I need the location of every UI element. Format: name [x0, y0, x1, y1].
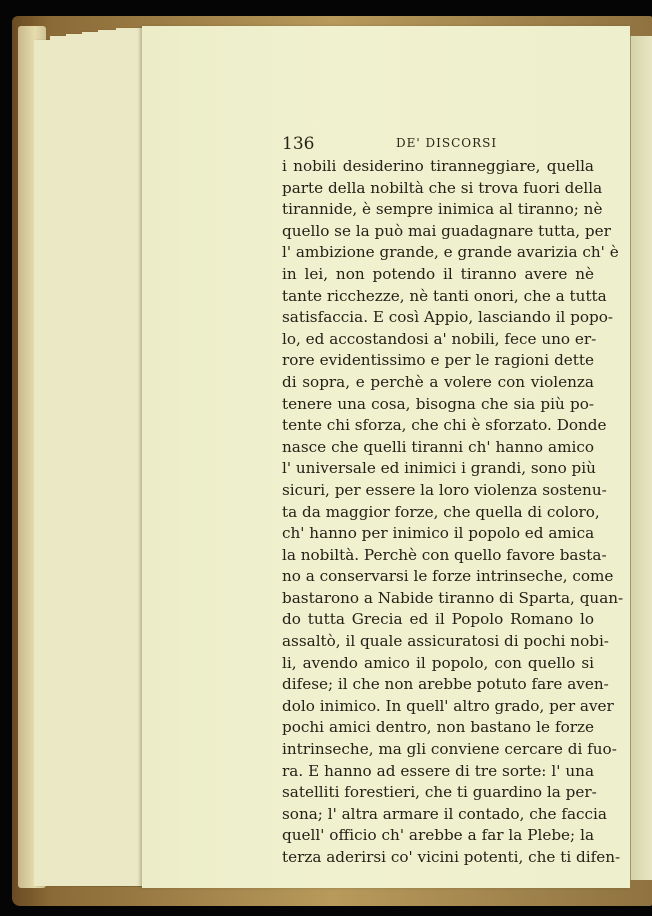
running-head: DE' DISCORSI — [396, 136, 498, 150]
page-header — [282, 134, 594, 154]
text-line: tente chi sforza, che chi è sforzato. Donde — [282, 416, 607, 435]
text-line: quello se la può mai guadagnare tutta, per — [282, 221, 611, 240]
text-line: nasce che quelli tiranni ch' hanno amico — [282, 437, 594, 456]
text-line: no a conservarsi le forze intrinseche, come — [282, 567, 614, 586]
text-line: pochi amici dentro, non bastano le forze — [282, 718, 594, 737]
text-line: ch' hanno per inimico il popolo ed amica — [282, 524, 595, 543]
text-line: i nobili desiderino tiranneggiare, quella — [282, 157, 594, 175]
text-line: tante ricchezze, nè tanti onori, che a tutta — [282, 286, 607, 305]
text-line: sicuri, per essere la loro violenza sostenu- — [282, 480, 607, 499]
text-line: intrinseche, ma gli conviene cercare di fuo- — [282, 740, 617, 759]
text-line: satelliti forestieri, che ti guardino la per- — [282, 783, 597, 802]
text-line: lo, ed accostandosi a' nobili, fece uno er- — [282, 329, 597, 348]
text-line: l' universale ed inimici i grandi, sono più — [282, 459, 596, 478]
text-line: satisfaccia. E così Appio, lasciando il popo- — [282, 308, 613, 327]
text-line: rore evidentissimo e per le ragioni dette — [282, 351, 594, 370]
text-line: l' ambizione grande, e grande avarizia ch' è — [282, 243, 619, 262]
text-line: tenere una cosa, bisogna che sia più po- — [282, 394, 594, 413]
text-line: terza aderirsi co' vicini potenti, che ti difen- — [282, 848, 621, 866]
text-line: dolo inimico. In quell' altro grado, per aver — [282, 696, 614, 715]
text-line: do tutta Grecia ed il Popolo Romano lo — [282, 610, 594, 629]
body-text — [282, 156, 624, 869]
text-line: bastarono a Nabide tiranno di Sparta, quan- — [282, 588, 624, 607]
text-line: ra. E hanno ad essere di tre sorte: l' una — [282, 761, 594, 780]
text-line: quell' officio ch' arebbe a far la Plebe; la — [282, 826, 594, 845]
page-number: 136 — [282, 134, 315, 154]
text-line: parte della nobiltà che si trova fuori della — [282, 178, 603, 197]
text-line: in lei, non potendo il tiranno avere nè — [282, 264, 594, 283]
facing-page-edge — [630, 36, 652, 880]
text-line: ta da maggior forze, che quella di coloro, — [282, 502, 600, 521]
text-line: difese; il che non arebbe potuto fare aven- — [282, 675, 609, 694]
text-line: tirannide, è sempre inimica al tiranno; nè — [282, 200, 603, 219]
text-line: assaltò, il quale assicuratosi di pochi nobi- — [282, 632, 609, 651]
text-line: la nobiltà. Perchè con quello favore basta- — [282, 545, 607, 564]
text-line: di sopra, e perchè a volere con violenza — [282, 372, 594, 391]
text-line: sona; l' altra armare il contado, che faccia — [282, 804, 607, 823]
text-line: li, avendo amico il popolo, con quello si — [282, 653, 594, 672]
